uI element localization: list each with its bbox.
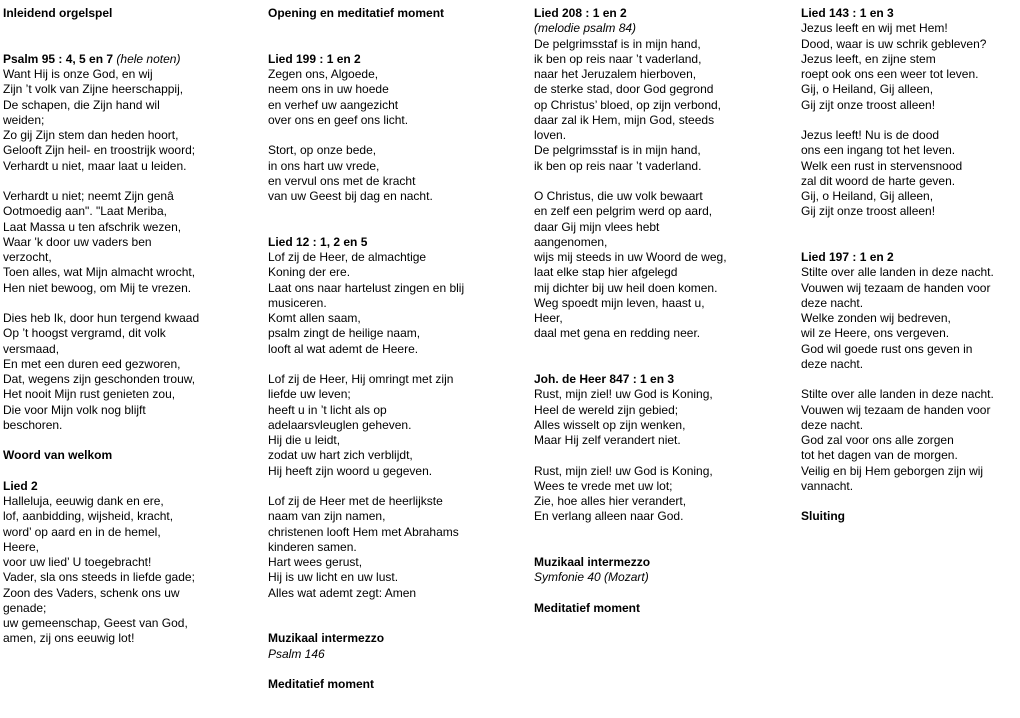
text-line xyxy=(268,570,530,585)
line-text: Halleluja, eeuwig dank en ere, xyxy=(3,494,164,508)
line-text: Stort, op onze bede, xyxy=(268,143,377,158)
text-line xyxy=(268,143,530,158)
text-line xyxy=(3,281,258,296)
text-line xyxy=(801,433,1019,448)
text-line xyxy=(801,174,1019,189)
spacer xyxy=(268,204,530,219)
text-line xyxy=(801,204,1019,219)
line-text: Veilig en bij Hem geborgen zijn wij xyxy=(801,463,984,478)
line-text: Hij is uw licht en uw lust. xyxy=(268,570,399,585)
spacer xyxy=(534,357,796,372)
line-text: Gij, o Heiland, Gij alleen, xyxy=(801,82,934,97)
line-text: Lied 143 : 1 en 3 xyxy=(801,6,894,20)
text-line xyxy=(801,326,1019,341)
section-heading xyxy=(268,235,530,250)
text-line xyxy=(534,433,796,448)
text-line xyxy=(268,342,530,357)
line-text: Alles wat ademt zegt: Amen xyxy=(268,585,417,600)
text-line xyxy=(268,98,530,113)
line-text: Stilte over alle landen in deze nacht. xyxy=(801,265,994,280)
text-line xyxy=(534,82,796,97)
line-text: Opening en meditatief moment xyxy=(268,6,445,20)
text-line xyxy=(801,52,1019,67)
text-line xyxy=(268,509,530,524)
line-text: Verhardt u niet; neemt Zijn genâ xyxy=(3,189,174,203)
spacer xyxy=(534,586,796,601)
line-text: Muzikaal intermezzo xyxy=(534,555,651,569)
line-text: lof, aanbidding, wijsheid, kracht, xyxy=(3,509,174,524)
section-heading xyxy=(268,52,530,67)
text-line xyxy=(801,37,1019,52)
line-text: Gij zijt onze troost alleen! xyxy=(801,97,936,112)
text-line xyxy=(3,357,258,372)
text-line xyxy=(268,326,530,341)
text-line xyxy=(534,235,796,250)
text-line xyxy=(268,418,530,433)
text-line xyxy=(534,479,796,494)
section-heading xyxy=(801,509,1019,524)
text-line xyxy=(801,311,1019,326)
line-text: daar zal ik Hem, mijn God, steeds xyxy=(534,112,715,127)
line-text: Zoon des Vaders, schenk ons uw xyxy=(3,585,180,600)
text-line xyxy=(3,631,258,646)
text-line xyxy=(268,372,530,387)
text-line xyxy=(268,540,530,555)
spacer xyxy=(801,220,1019,235)
line-text: Inleidend orgelspel xyxy=(3,6,113,20)
line-text: Lof zij de Heer, de almachtige xyxy=(268,250,427,264)
text-line xyxy=(268,67,530,82)
text-line xyxy=(268,265,530,280)
text-line xyxy=(534,509,796,524)
text-line xyxy=(534,159,796,174)
line-text: Muzikaal intermezzo xyxy=(268,631,385,646)
text-line xyxy=(268,433,530,448)
column-2 xyxy=(268,6,530,692)
line-text: versmaad, xyxy=(3,341,60,356)
section-heading xyxy=(534,372,796,387)
section-heading xyxy=(801,6,1019,21)
line-text: naam van zijn namen, xyxy=(268,509,386,524)
spacer xyxy=(3,296,258,311)
line-text: Alles wisselt op zijn wenken, xyxy=(534,417,686,432)
line-text: Zijn ’t volk van Zijne heerschappij, xyxy=(3,82,184,97)
text-line xyxy=(3,220,258,235)
spacer xyxy=(534,540,796,555)
line-text: de sterke stad, door God gegrond xyxy=(534,82,714,97)
spacer xyxy=(801,235,1019,250)
text-line xyxy=(3,418,258,433)
text-line xyxy=(801,67,1019,82)
text-line xyxy=(3,540,258,555)
text-line xyxy=(268,82,530,97)
line-text: en verhef uw aangezicht xyxy=(268,97,399,112)
text-line xyxy=(801,82,1019,97)
line-text: Welk een rust in stervensnood xyxy=(801,158,963,173)
text-line xyxy=(3,570,258,585)
line-text: Heer, xyxy=(534,311,563,325)
line-text: Dood, waar is uw schrik gebleven? xyxy=(801,36,987,51)
line-text: Lied 2 xyxy=(3,478,38,493)
line-text: word’ op aard en in de hemel, xyxy=(3,524,161,539)
line-text: Dat, wegens zijn geschonden trouw, xyxy=(3,372,196,386)
line-text: Maar Hij zelf verandert niet. xyxy=(534,433,681,447)
text-line xyxy=(534,418,796,433)
text-line xyxy=(801,342,1019,357)
line-text: Zegen ons, Algoede, xyxy=(268,67,379,81)
text-line xyxy=(268,159,530,174)
text-line xyxy=(534,326,796,341)
text-line xyxy=(534,265,796,280)
text-line xyxy=(3,189,258,204)
line-text: Rust, mijn ziel! uw God is Koning, xyxy=(534,463,713,478)
text-line xyxy=(3,403,258,418)
line-text: heeft u in ’t licht als op xyxy=(268,402,387,417)
text-line xyxy=(534,37,796,52)
text-line xyxy=(801,387,1019,402)
line-text: naar het Jeruzalem hierboven, xyxy=(534,67,697,81)
text-line xyxy=(534,113,796,128)
line-text: wil ze Heere, ons vergeven. xyxy=(801,326,950,341)
text-line xyxy=(534,220,796,235)
line-text: wijs mij steeds in uw Woord de weg, xyxy=(534,250,727,264)
text-line xyxy=(801,418,1019,433)
line-text: Vouwen wij tezaam de handen voor xyxy=(801,280,991,295)
line-text: Gelooft Zijn heil- en troostrijk woord; xyxy=(3,143,196,158)
line-text: neem ons in uw hoede xyxy=(268,82,389,97)
line-text: En verlang alleen naar God. xyxy=(534,509,684,524)
spacer xyxy=(3,433,258,448)
column-3 xyxy=(534,6,796,616)
spacer xyxy=(268,220,530,235)
line-text: psalm zingt de heilige naam, xyxy=(268,326,421,341)
spacer xyxy=(268,601,530,616)
line-text: Het nooit Mijn rust genieten zou, xyxy=(3,387,176,402)
line-text: Psalm 95 : 4, 5 en 7 xyxy=(3,51,114,66)
text-line xyxy=(3,555,258,570)
spacer xyxy=(268,616,530,631)
line-text: ons een ingang tot het leven. xyxy=(801,143,956,158)
line-text: God wil goede rust ons geven in xyxy=(801,341,973,356)
section-heading xyxy=(3,479,258,494)
line-text: over ons en geef ons licht. xyxy=(268,112,409,127)
line-text: (melodie psalm 84) xyxy=(534,21,637,36)
text-line xyxy=(801,265,1019,280)
line-text: roept ook ons een weer tot leven. xyxy=(801,67,979,81)
spacer xyxy=(3,464,258,479)
line-text: Jezus leeft en wij met Hem! xyxy=(801,21,948,36)
spacer xyxy=(3,21,258,36)
line-text: Jezus leeft! Nu is de dood xyxy=(801,128,940,142)
line-text: Lied 208 : 1 en 2 xyxy=(534,6,627,20)
line-text: Zie, hoe alles hier verandert, xyxy=(534,494,687,508)
line-text: Weg spoedt mijn leven, haast u, xyxy=(534,295,705,310)
section-heading xyxy=(3,6,258,21)
text-line xyxy=(801,143,1019,158)
line-text: aangenomen, xyxy=(534,234,608,249)
line-text: Hij heeft zijn woord u gegeven. xyxy=(268,463,433,478)
text-line xyxy=(801,281,1019,296)
section-note xyxy=(268,647,530,662)
text-line xyxy=(3,342,258,357)
spacer xyxy=(801,113,1019,128)
text-line xyxy=(3,616,258,631)
line-text: en vervul ons met de kracht xyxy=(268,173,416,188)
spacer xyxy=(534,525,796,540)
text-line xyxy=(268,250,530,265)
line-text: amen, zij ons eeuwig lot! xyxy=(3,631,135,646)
section-heading xyxy=(801,250,1019,265)
line-text: De pelgrimsstaf is in mijn hand, xyxy=(534,36,701,51)
text-line xyxy=(268,448,530,463)
text-line xyxy=(268,281,530,296)
text-line xyxy=(3,509,258,524)
text-line xyxy=(534,464,796,479)
line-text: Vouwen wij tezaam de handen voor xyxy=(801,402,991,417)
line-text: Jezus leeft, en zijne stem xyxy=(801,51,936,66)
text-line xyxy=(3,525,258,540)
line-text: Heel de wereld zijn gebied; xyxy=(534,402,679,417)
line-text: en zelf een pelgrim werd op aard, xyxy=(534,204,713,219)
line-text: Rust, mijn ziel! uw God is Koning, xyxy=(534,387,713,402)
line-text: Verhardt u niet, maar laat u leiden. xyxy=(3,158,187,173)
text-line xyxy=(534,128,796,143)
section-heading xyxy=(268,677,530,692)
text-line xyxy=(534,403,796,418)
text-line xyxy=(534,98,796,113)
line-text: Hij die u leidt, xyxy=(268,433,341,447)
spacer xyxy=(268,37,530,52)
line-text: in ons hart uw vrede, xyxy=(268,158,380,173)
spacer xyxy=(801,372,1019,387)
text-line xyxy=(3,601,258,616)
line-text: Lied 197 : 1 en 2 xyxy=(801,250,894,264)
line-text: adelaarsvleuglen geheven. xyxy=(268,417,412,432)
text-line xyxy=(534,52,796,67)
text-line xyxy=(801,448,1019,463)
text-line xyxy=(534,204,796,219)
column-1 xyxy=(3,6,258,647)
line-text: Welke zonden wij bedreven, xyxy=(801,311,951,325)
text-line xyxy=(3,98,258,113)
text-line xyxy=(534,311,796,326)
line-text: voor uw lied’ U toegebracht! xyxy=(3,555,152,569)
text-line xyxy=(3,387,258,402)
text-line xyxy=(268,189,530,204)
text-line xyxy=(268,525,530,540)
text-line xyxy=(268,113,530,128)
text-line xyxy=(801,296,1019,311)
text-line xyxy=(801,479,1019,494)
text-line xyxy=(801,464,1019,479)
spacer xyxy=(534,448,796,463)
spacer xyxy=(268,357,530,372)
line-text: genade; xyxy=(3,600,47,615)
line-text: Lied 199 : 1 en 2 xyxy=(268,51,361,66)
line-text: God zal voor ons alle zorgen xyxy=(801,433,954,447)
line-text: vannacht. xyxy=(801,478,854,493)
text-line xyxy=(3,265,258,280)
line-text: Sluiting xyxy=(801,509,845,524)
text-line xyxy=(534,189,796,204)
line-text: Koning der ere. xyxy=(268,265,351,280)
line-text: christenen looft Hem met Abrahams xyxy=(268,524,459,539)
text-line xyxy=(3,372,258,387)
line-text: Lof zij de Heer, Hij omringt met zijn xyxy=(268,372,454,386)
line-text: mij dichter bij uw heil doen komen. xyxy=(534,280,718,295)
text-line xyxy=(801,159,1019,174)
line-text: En met een duren eed gezworen, xyxy=(3,356,181,371)
line-text: Toen alles, wat Mijn almacht wrocht, xyxy=(3,265,196,280)
text-line xyxy=(268,586,530,601)
line-text: Zo gij Zijn stem dan heden hoort, xyxy=(3,128,179,142)
text-line xyxy=(3,311,258,326)
text-line xyxy=(268,387,530,402)
line-text: Dies heb Ik, door hun tergend kwaad xyxy=(3,311,200,325)
line-text: verzocht, xyxy=(3,250,52,264)
line-text: Ootmoedig aan". "Laat Meriba, xyxy=(3,204,167,219)
line-text: Lied 12 : 1, 2 en 5 xyxy=(268,234,368,249)
line-text: Die voor Mijn volk nog blijft xyxy=(3,402,146,417)
line-text: De pelgrimsstaf is in mijn hand, xyxy=(534,143,701,158)
line-note: (hele noten) xyxy=(113,51,181,66)
section-note xyxy=(534,570,796,585)
line-text: zal dit woord de harte geven. xyxy=(801,173,956,188)
line-text: zodat uw hart zich verblijdt, xyxy=(268,448,413,463)
text-line xyxy=(3,82,258,97)
text-line xyxy=(801,21,1019,36)
text-line xyxy=(268,494,530,509)
line-text: Want Hij is onze God, en wij xyxy=(3,67,153,81)
text-line xyxy=(3,67,258,82)
text-line xyxy=(3,159,258,174)
spacer xyxy=(534,174,796,189)
text-line xyxy=(268,464,530,479)
text-line xyxy=(534,387,796,402)
spacer xyxy=(268,21,530,36)
text-line xyxy=(3,235,258,250)
text-line xyxy=(3,326,258,341)
line-text: deze nacht. xyxy=(801,356,864,371)
spacer xyxy=(268,662,530,677)
line-text: Meditatief moment xyxy=(268,677,375,691)
section-heading xyxy=(268,6,530,21)
spacer xyxy=(3,174,258,189)
line-text: Hen niet bewoog, om Mij te vrezen. xyxy=(3,280,192,295)
text-line xyxy=(801,403,1019,418)
line-text: ik ben op reis naar ’t vaderland. xyxy=(534,158,702,173)
text-line xyxy=(3,586,258,601)
line-text: Gij zijt onze troost alleen! xyxy=(801,204,936,219)
line-text: kinderen samen. xyxy=(268,539,357,554)
text-line xyxy=(801,98,1019,113)
line-text: Lof zij de Heer met de heerlijkste xyxy=(268,494,443,508)
line-text: Wees te vrede met uw lot; xyxy=(534,478,673,493)
text-line xyxy=(534,250,796,265)
line-text: Stilte over alle landen in deze nacht. xyxy=(801,387,994,402)
section-heading xyxy=(268,631,530,646)
line-text: van uw Geest bij dag en nacht. xyxy=(268,189,433,203)
text-line xyxy=(3,204,258,219)
text-line xyxy=(534,296,796,311)
line-text: Symfonie 40 (Mozart) xyxy=(534,570,649,585)
text-line xyxy=(3,143,258,158)
spacer xyxy=(534,342,796,357)
text-line xyxy=(268,174,530,189)
text-line xyxy=(268,311,530,326)
line-text: daar Gij mijn vlees hebt xyxy=(534,219,660,234)
line-text: Vader, sla ons steeds in liefde gade; xyxy=(3,570,195,585)
text-line xyxy=(268,555,530,570)
line-text: weiden; xyxy=(3,112,45,127)
line-text: laat elke stap hier afgelegd xyxy=(534,265,678,280)
line-text: Waar 'k door uw vaders ben xyxy=(3,234,152,249)
section-heading xyxy=(3,448,258,463)
spacer xyxy=(3,37,258,52)
line-text: Gij, o Heiland, Gij alleen, xyxy=(801,189,934,203)
text-line xyxy=(801,189,1019,204)
line-text: beschoren. xyxy=(3,417,63,432)
line-text: O Christus, die uw volk bewaart xyxy=(534,189,703,203)
column-4 xyxy=(801,6,1019,525)
line-text: uw gemeenschap, Geest van God, xyxy=(3,616,188,630)
line-text: daal met gena en redding neer. xyxy=(534,326,701,341)
line-text: De schapen, die Zijn hand wil xyxy=(3,97,160,112)
section-heading xyxy=(534,6,796,21)
line-text: Woord van welkom xyxy=(3,448,113,463)
text-line xyxy=(534,281,796,296)
text-line xyxy=(3,113,258,128)
spacer xyxy=(268,479,530,494)
line-text: musiceren. xyxy=(268,295,327,310)
line-text: looft al wat ademt de Heere. xyxy=(268,341,419,356)
line-text: Psalm 146 xyxy=(268,646,325,661)
line-text: Komt allen saam, xyxy=(268,311,361,325)
text-line xyxy=(3,128,258,143)
section-note xyxy=(534,21,796,36)
spacer xyxy=(268,128,530,143)
line-text: Hart wees gerust, xyxy=(268,555,363,569)
line-text: loven. xyxy=(534,128,567,142)
text-line xyxy=(268,403,530,418)
line-text: Laat Massa u ten afschrik wezen, xyxy=(3,219,182,234)
section-heading xyxy=(534,555,796,570)
line-text: Op ’t hoogst vergramd, dit volk xyxy=(3,326,166,341)
spacer xyxy=(801,494,1019,509)
text-line xyxy=(534,143,796,158)
line-text: op Christus’ bloed, op zijn verbond, xyxy=(534,97,721,112)
line-text: ik ben op reis naar ’t vaderland, xyxy=(534,51,702,66)
line-text: tot het dagen van de morgen. xyxy=(801,448,958,463)
text-line xyxy=(3,250,258,265)
text-line xyxy=(534,67,796,82)
line-text: deze nacht. xyxy=(801,295,864,310)
text-line xyxy=(268,296,530,311)
line-text: Meditatief moment xyxy=(534,600,641,615)
line-text: deze nacht. xyxy=(801,417,864,432)
text-line xyxy=(3,494,258,509)
text-line xyxy=(801,128,1019,143)
line-text: Laat ons naar hartelust zingen en blij xyxy=(268,280,465,295)
line-text: Heere, xyxy=(3,539,40,554)
section-heading xyxy=(534,601,796,616)
text-line xyxy=(801,357,1019,372)
section-heading xyxy=(3,52,258,67)
line-text: Joh. de Heer 847 : 1 en 3 xyxy=(534,372,675,386)
text-line xyxy=(534,494,796,509)
line-text: liefde uw leven; xyxy=(268,387,351,402)
